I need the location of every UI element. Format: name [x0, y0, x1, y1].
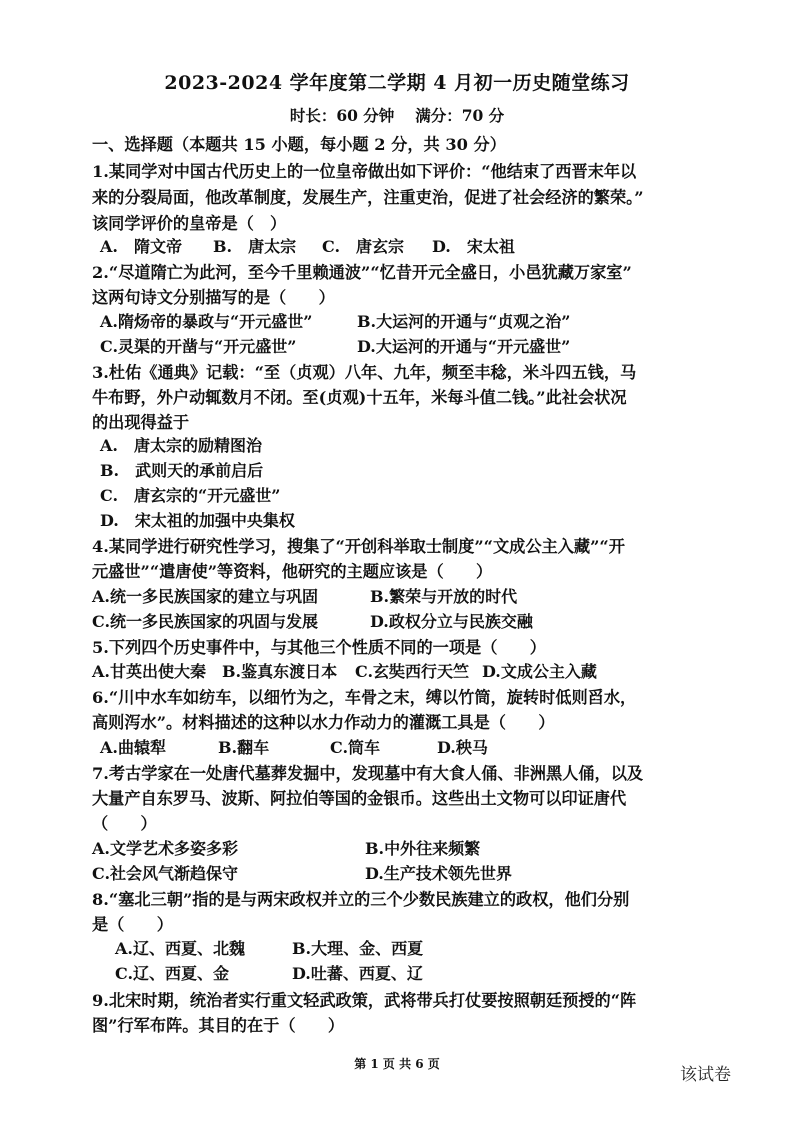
q9-line-1: 9.北宋时期，统治者实行重文轻武政策，武将带兵打仗要按照朝廷预授的“阵: [92, 991, 637, 1010]
q3-line-1: 3.杜佑《通典》记载：“至（贞观）八年、九年，频至丰稔，米斗四五钱，马: [92, 363, 637, 382]
q7-option-b: B.中外往来频繁: [365, 839, 481, 858]
corner-label: 该试卷: [680, 1065, 731, 1085]
q6-line-1: 6.“川中水车如纺车，以细竹为之，车骨之末，缚以竹筒，旋转时低则舀水，: [92, 688, 637, 707]
q1-line-2: 来的分裂局面，他改革制度，发展生产，注重吏治，促进了社会经济的繁荣。”: [92, 188, 644, 207]
section-heading: 一、选择题（本题共 15 小题，每小题 2 分，共 30 分）: [92, 135, 506, 154]
q5-option-d: D.文成公主入藏: [482, 662, 597, 681]
q4-line-1: 4.某同学进行研究性学习，搜集了“开创科举取士制度”“文成公主入藏”“开: [92, 537, 625, 556]
page-footer: 第 1 页 共 6 页: [354, 1057, 440, 1071]
q2-option-c: C.灵渠的开凿与“开元盛世”: [100, 337, 297, 356]
q6-option-c: C.筒车: [330, 738, 381, 757]
q7-line-1: 7.考古学家在一处唐代墓葬发掘中，发现墓中有大食人俑、非洲黑人俑，以及: [92, 764, 644, 783]
q9-line-2: 图”行军布阵。其目的在于（ ）: [92, 1016, 345, 1035]
q8-option-c: C.辽、西夏、金: [115, 964, 230, 983]
q1-option-a: A. 隋文帝: [100, 237, 182, 256]
q7-option-c: C.社会风气渐趋保守: [92, 864, 239, 883]
q6-line-2: 高则泻水”。材料描述的这种以水力作动力的灌溉工具是（ ）: [92, 713, 555, 732]
q7-option-a: A.文学艺术多姿多彩: [92, 839, 238, 858]
q7-option-d: D.生产技术领先世界: [365, 864, 512, 883]
q1-option-d: D. 宋太祖: [432, 237, 515, 256]
q8-option-d: D.吐蕃、西夏、辽: [292, 964, 423, 983]
q4-option-d: D.政权分立与民族交融: [370, 612, 533, 631]
q5-option-b: B.鉴真东渡日本: [222, 662, 338, 681]
q3-line-3: 的出现得益于: [92, 413, 190, 432]
q1-option-c: C. 唐玄宗: [322, 237, 405, 256]
q2-line-2: 这两句诗文分别描写的是（ ）: [92, 288, 335, 307]
q4-option-b: B.繁荣与开放的时代: [370, 587, 518, 606]
q2-line-1: 2.“尽道隋亡为此河，至今千里赖通波”“忆昔开元全盛日，小邑犹藏万家室”: [92, 263, 632, 282]
q5-option-c: C.玄奘西行天竺: [355, 662, 470, 681]
q6-option-b: B.翻车: [218, 738, 270, 757]
q5-line-1: 5.下列四个历史事件中，与其他三个性质不同的一项是（ ）: [92, 638, 546, 657]
q3-option-b: B. 武则天的承前启后: [100, 461, 264, 480]
q8-line-2: 是（ ）: [92, 915, 173, 934]
q4-option-c: C.统一多民族国家的巩固与发展: [92, 612, 319, 631]
q8-line-1: 8.“塞北三朝”指的是与两宋政权并立的三个少数民族建立的政权，他们分别: [92, 890, 630, 909]
q6-option-d: D.秧马: [437, 738, 488, 757]
q2-option-d: D.大运河的开通与“开元盛世”: [357, 337, 571, 356]
q3-line-2: 牛布野，外户动辄数月不闭。至(贞观)十五年，米每斗值二钱。”此社会状况: [92, 388, 627, 407]
q2-option-a: A.隋炀帝的暴政与“开元盛世”: [100, 312, 313, 331]
q7-line-2: 大量产自东罗马、波斯、阿拉伯等国的金银币。这些出土文物可以印证唐代: [92, 789, 627, 808]
q1-option-b: B. 唐太宗: [213, 237, 297, 256]
q4-option-a: A.统一多民族国家的建立与巩固: [92, 587, 318, 606]
q5-option-a: A.甘英出使大秦: [92, 662, 206, 681]
q3-option-d: D. 宋太祖的加强中央集权: [100, 511, 295, 530]
q4-line-2: 元盛世”“遣唐使”等资料，他研究的主题应该是（ ）: [92, 562, 493, 581]
q1-line-3: 该同学评价的皇帝是（ ）: [92, 214, 287, 233]
q3-option-a: A. 唐太宗的励精图治: [100, 436, 262, 455]
q6-option-a: A.曲辕犁: [100, 738, 166, 757]
q3-option-c: C. 唐玄宗的“开元盛世”: [100, 486, 281, 505]
q8-option-a: A.辽、西夏、北魏: [115, 939, 245, 958]
q2-option-b: B.大运河的开通与“贞观之治”: [357, 312, 571, 331]
q1-line-1: 1.某同学对中国古代历史上的一位皇帝做出如下评价：“他结束了西晋末年以: [92, 162, 637, 181]
q7-line-3: （ ）: [92, 814, 157, 833]
page-title: 2023-2024 学年度第二学期 4 月初一历史随堂练习: [164, 72, 630, 94]
exam-meta: 时长：60 分钟 满分：70 分: [289, 106, 505, 125]
q8-option-b: B.大理、金、西夏: [292, 939, 424, 958]
